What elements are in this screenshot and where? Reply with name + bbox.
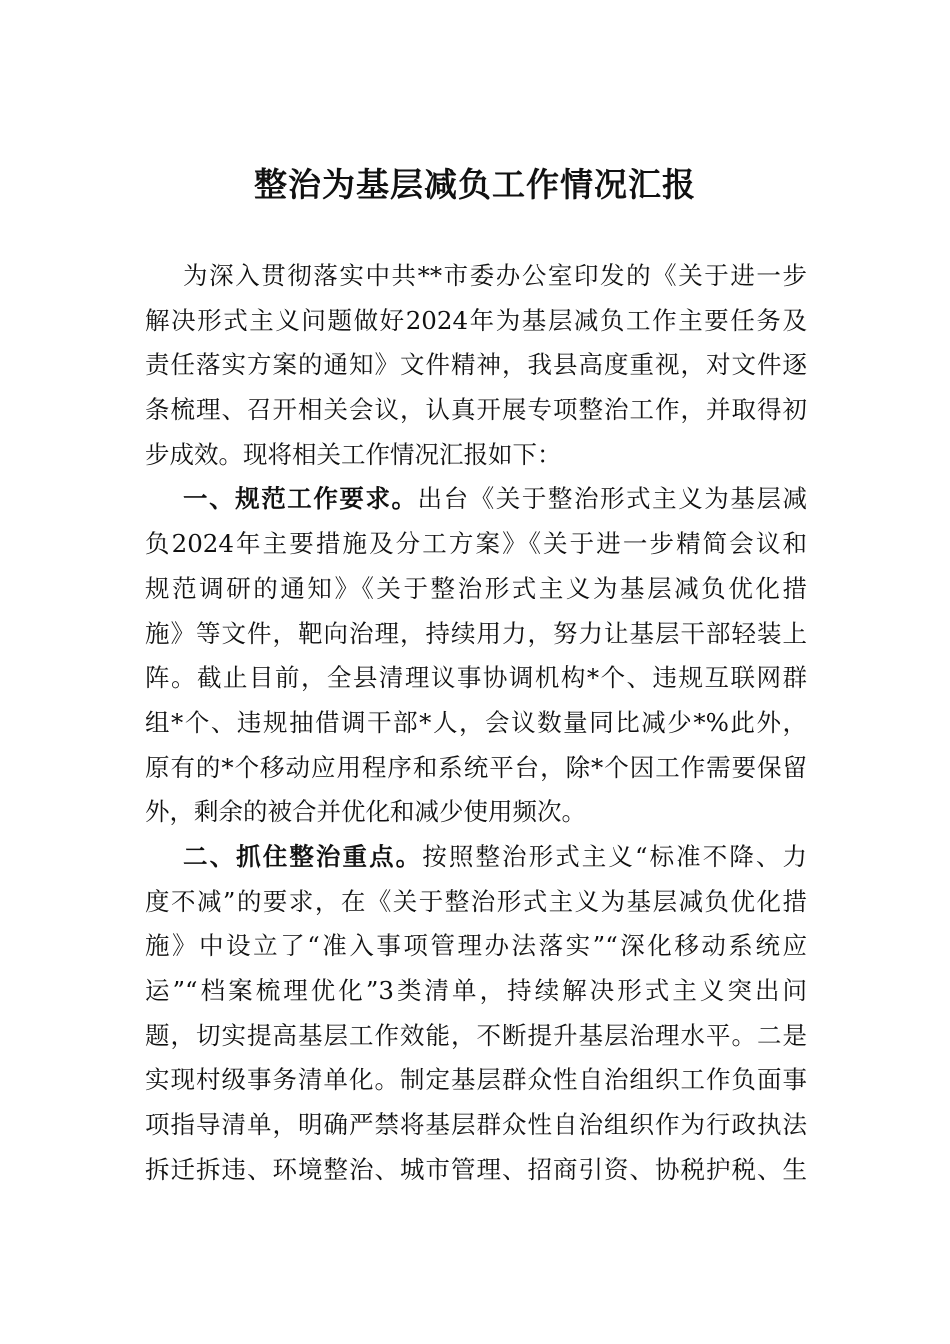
section-heading: 二、抓住整治重点。 (183, 841, 423, 871)
document-body (145, 254, 807, 1192)
text-line: 为深入贯彻落实中共**市委办公室印发的《关于进一步 (183, 261, 807, 290)
text-line: 实现村级事务清单化。制定基层群众性自治组织工作负面事 (145, 1065, 807, 1095)
text-line: 题，切实提高基层工作效能，不断提升基层治理水平。二是 (145, 1020, 807, 1050)
text-line: 解决形式主义问题做好2024年为基层减负工作主要任务及 (145, 305, 807, 335)
text-run: 按照整治形式主义“标准不降、力 (422, 841, 808, 871)
text-line: 组*个、违规抽借调干部*人，会议数量同比减少*%此外， (145, 707, 807, 737)
text-line: 条梳理、召开相关会议，认真开展专项整治工作，并取得初 (145, 395, 807, 425)
section-heading: 一、规范工作要求。 (183, 484, 418, 514)
text-line: 步成效。现将相关工作情况汇报如下： (145, 439, 562, 469)
text-line: 施》中设立了“准入事项管理办法落实”“深化移动系统应 (145, 931, 807, 961)
text-line: 原有的*个移动应用程序和系统平台，除*个因工作需要保留 (145, 752, 807, 782)
text-run: 出台《关于整治形式主义为基层减 (417, 484, 808, 514)
paragraph-section-2 (145, 835, 807, 1193)
document-title: 整治为基层减负工作情况汇报 (254, 165, 696, 204)
text-line: 施》等文件，靶向治理，持续用力，努力让基层干部轻装上 (145, 618, 807, 648)
text-line: 负2024年主要措施及分工方案》《关于进一步精简会议和 (145, 529, 807, 559)
text-line: 责任落实方案的通知》文件精神，我县高度重视，对文件逐 (145, 350, 807, 380)
text-line: 外，剩余的被合并优化和减少使用频次。 (145, 797, 586, 827)
text-line: 度不减”的要求，在《关于整治形式主义为基层减负优化措 (145, 886, 807, 916)
text-line: 拆迁拆违、环境整治、城市管理、招商引资、协税护税、生 (145, 1154, 807, 1184)
text-line (145, 477, 807, 522)
paragraph-section-1 (145, 477, 807, 835)
paragraph-intro (145, 254, 807, 477)
text-line: 项指导清单，明确严禁将基层群众性自治组织作为行政执法 (145, 1110, 807, 1140)
text-line: 运”“档案梳理优化”3类清单，持续解决形式主义突出问 (145, 976, 807, 1005)
text-line: 阵。截止目前，全县清理议事协调机构*个、违规互联网群 (145, 663, 807, 693)
text-line: 规范调研的通知》《关于整治形式主义为基层减负优化措 (145, 573, 807, 603)
text-line (145, 835, 807, 880)
